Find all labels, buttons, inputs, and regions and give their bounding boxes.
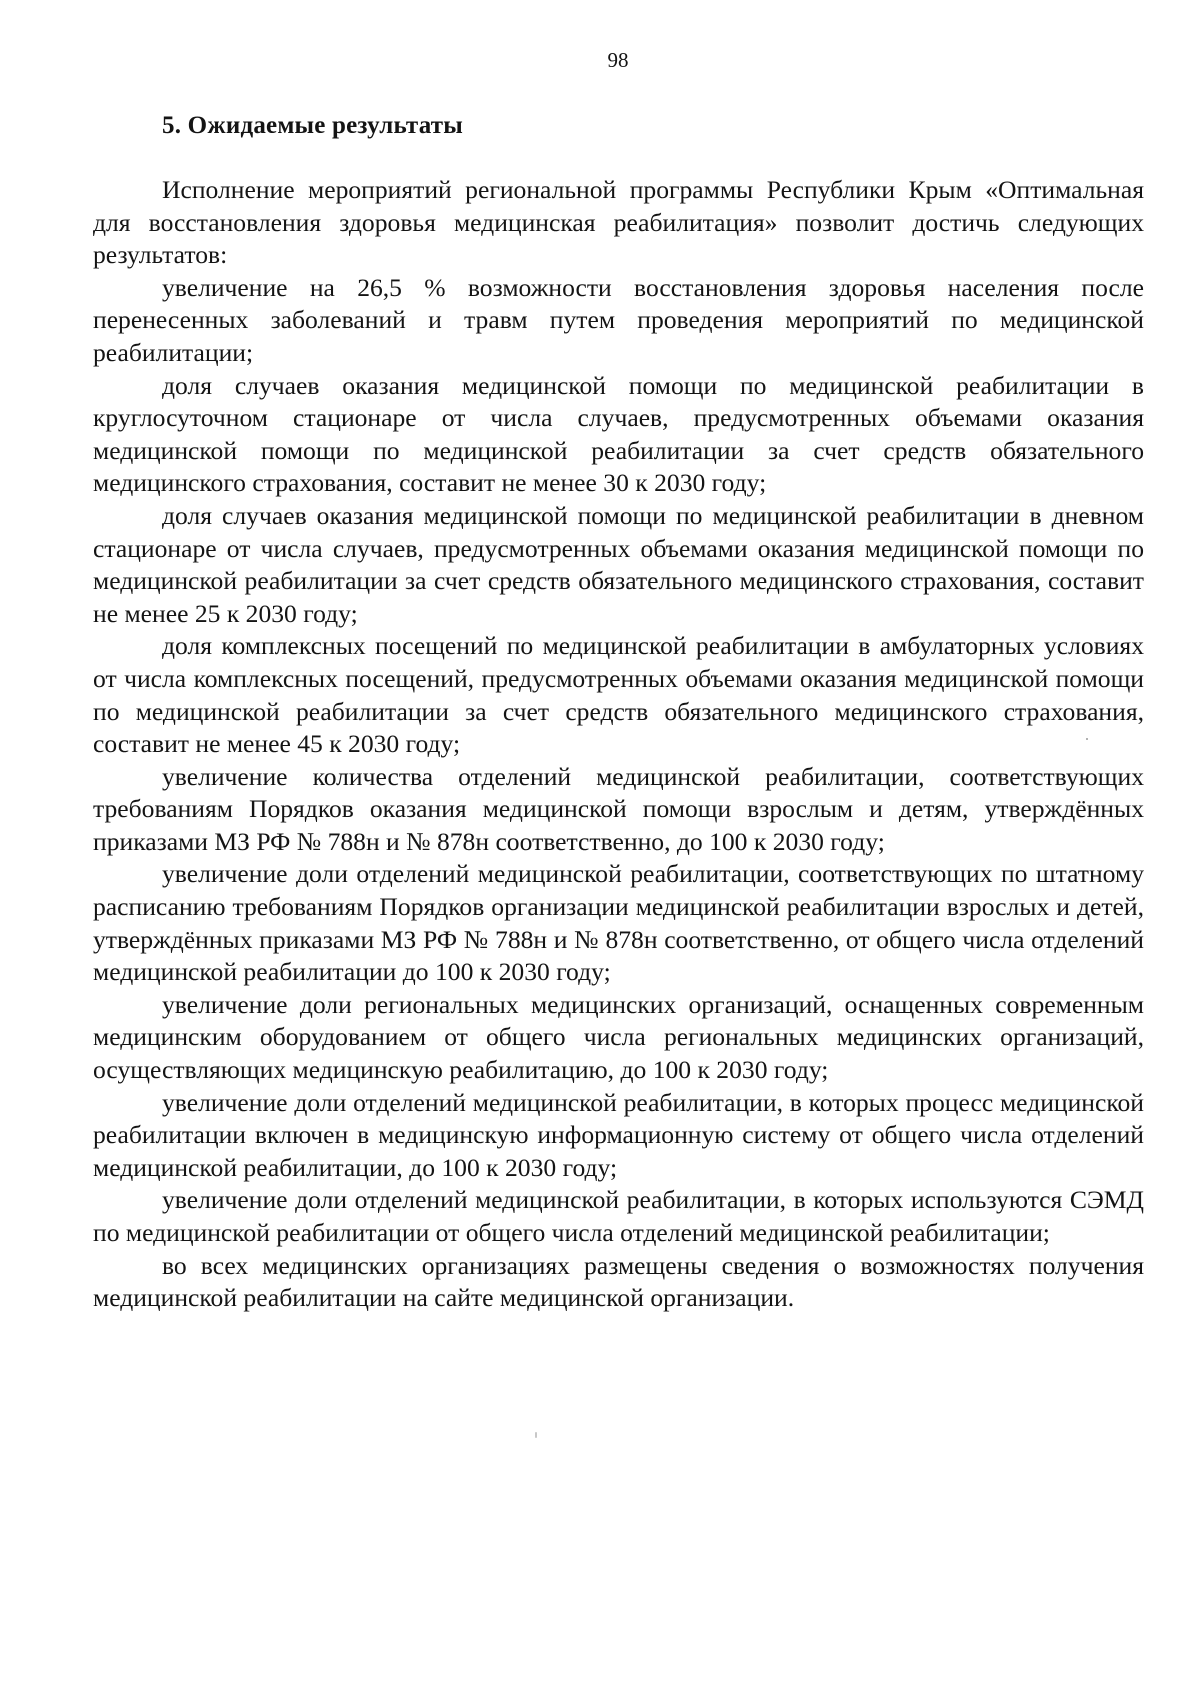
page-number: 98 xyxy=(607,48,629,72)
paragraph-result: увеличение доли отделений медицинской реабилитации, соответствующих по штатному расписанию требованиям Порядков организации медицинской реабилитации взрослых и детей, утверждённых приказами МЗ РФ № 788н и № 878н соответственно, от общего числа отделений медицинской реабилитации до 100 к 2030 году; xyxy=(93,859,1144,987)
body-text xyxy=(93,174,1144,1315)
scan-speck xyxy=(535,1432,537,1438)
paragraph-result: увеличение на 26,5 % возможности восстановления здоровья населения после перенесенных заболеваний и травм путем проведения мероприятий по медицинской реабилитации; xyxy=(93,272,1144,367)
paragraph-result: доля комплексных посещений по медицинской реабилитации в амбулаторных условиях от числа комплексных посещений, предусмотренных объемами оказания медицинской помощи по медицинской реабилитации за счет средств обязательного медицинского страхования, составит не менее 45 к 2030 году; xyxy=(93,631,1144,759)
paragraph-result: увеличение доли отделений медицинской реабилитации, в которых процесс медицинской реабилитации включен в медицинскую информационную систему от общего числа отделений медицинской реабилитации, до 100 к 2030 году; xyxy=(93,1087,1144,1182)
paragraph-result: увеличение доли региональных медицинских организаций, оснащенных современным медицинским оборудованием от общего числа региональных медицинских организаций, осуществляющих медицинскую реабилитацию, до 100 к 2030 году; xyxy=(93,989,1144,1085)
paragraph-result: увеличение доли отделений медицинской реабилитации, в которых используются СЭМД по медицинской реабилитации от общего числа отделений медицинской реабилитации; xyxy=(93,1185,1144,1247)
scan-speck xyxy=(1086,738,1088,740)
paragraph-result: во всех медицинских организациях размещены сведения о возможностях получения медицинской реабилитации на сайте медицинской организации. xyxy=(93,1250,1144,1313)
section-title: 5. Ожидаемые результаты xyxy=(162,112,463,139)
paragraph-result: доля случаев оказания медицинской помощи по медицинской реабилитации в круглосуточном стационаре от числа случаев, предусмотренных объемами оказания медицинской помощи по медицинской реабилитации за счет средств обязательного медицинского страхования, составит не менее 30 к 2030 году; xyxy=(93,370,1144,498)
paragraph-intro: Исполнение мероприятий региональной программы Республики Крым «Оптимальная для восстановления здоровья медицинская реабилитация» позволит достичь следующих результатов: xyxy=(93,175,1144,270)
paragraph-result: увеличение количества отделений медицинской реабилитации, соответствующих требованиям Порядков оказания медицинской помощи взрослым и детям, утверждённых приказами МЗ РФ № 788н и № 878н соответственно, до 100 к 2030 году; xyxy=(93,761,1144,856)
paragraph-result: доля случаев оказания медицинской помощи по медицинской реабилитации в дневном стационаре от числа случаев, предусмотренных объемами оказания медицинской помощи по медицинской реабилитации за счет средств обязательного медицинского страхования, составит не менее 25 к 2030 году; xyxy=(93,500,1144,628)
